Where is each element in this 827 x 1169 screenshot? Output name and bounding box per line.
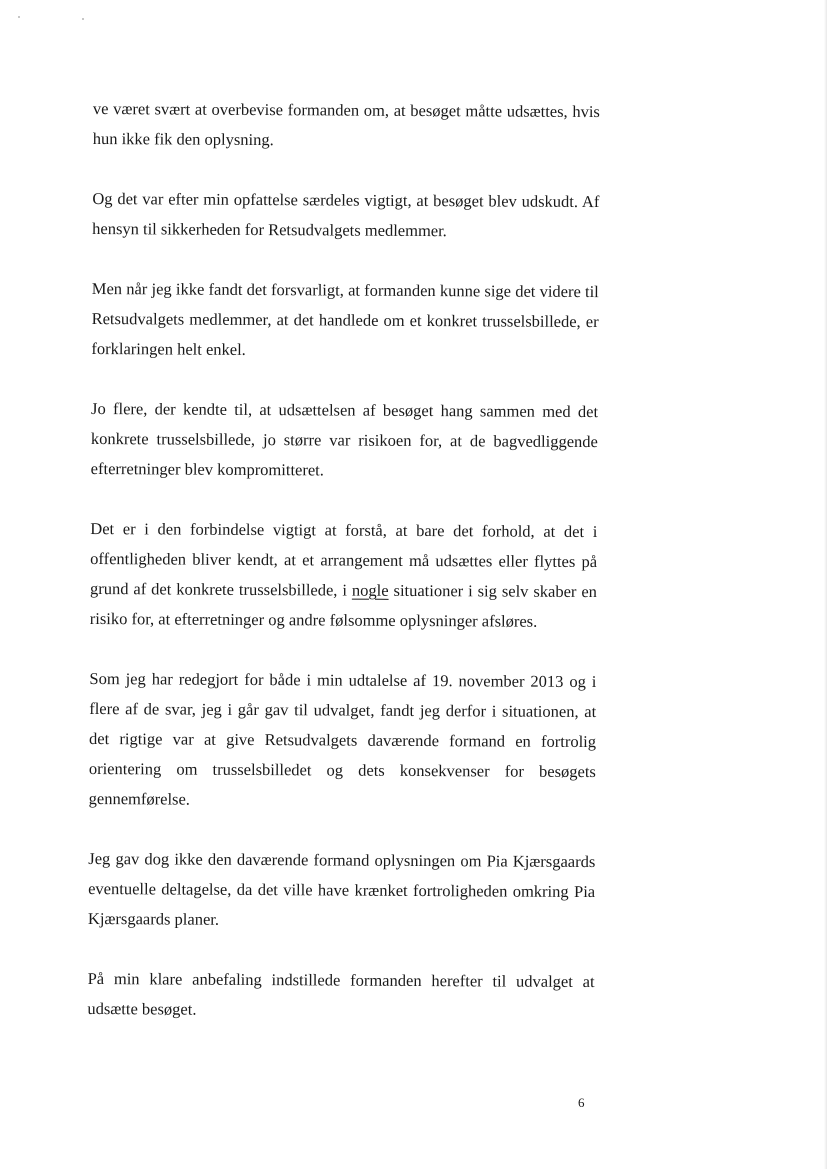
paragraph-text: På min klare anbefaling indstillede formanden herefter til udvalget at udsætte besøget. (87, 968, 595, 1019)
paragraph-4 (91, 394, 599, 487)
paragraph-text: Det er i den forbindelse vigtigt at forstå, at bare det forhold, at det i offentligheden bliver kendt, at et arrangement må udsættes eller flyttes på grund af det konkrete trusselsbillede, i (89, 518, 598, 600)
paragraph-8 (87, 964, 594, 1027)
scan-speck (18, 16, 20, 18)
paragraph-text: Og det var efter min opfattelse særdeles vigtigt, at besøget blev udskudt. Af hensyn til sikkerheden for Retsudvalgets medlemmer. (92, 188, 600, 241)
paragraph-6 (89, 664, 597, 817)
body-text (87, 94, 600, 1027)
paragraph-7 (88, 844, 596, 937)
paragraph-text: Som jeg har redegjort for både i min udtalelse af 19. november 2013 og i flere af de svar, jeg i går gav til udvalget, fandt jeg derfor i situationen, at det rigtige var at give Retsudvalgets daværende formand en fortrolig orientering om trusselsbilledet og dets konsekvenser for besøgets gennemførelse. (88, 668, 597, 809)
paragraph-1 (93, 94, 600, 157)
paragraph-2 (92, 184, 599, 247)
scan-speck (82, 18, 84, 20)
paragraph-text: Jeg gav dog ikke den daværende formand oplysningen om Pia Kjærsgaards eventuelle deltagelse, da det ville have krænket fortroligheden omkring Pia Kjærsgaards planer. (87, 848, 596, 929)
paragraph-text: ve været svært at overbevise formanden om, at besøget måtte udsættes, hvis hun ikke fik den oplysning. (92, 98, 600, 150)
paragraph-5 (90, 514, 598, 637)
underlined-word: nogle (351, 580, 389, 600)
paragraph-text: Jo flere, der kendte til, at udsættelsen af besøget hang sammen med det konkrete trusselsbillede, jo større var risikoen for, at de bagvedliggende efterretninger blev kompromitteret. (90, 398, 599, 480)
paragraph-3 (91, 274, 599, 367)
paragraph-text: Men når jeg ikke fandt det forsvarligt, at formanden kunne sige det videre til Retsudvalgets medlemmer, at det handlede om et konkret trusselsbillede, er forklaringen helt enkel. (91, 278, 599, 359)
paragraph-text: situationer i sig selv skaber en risiko for, at efterretninger og andre følsomme oplysninger afsløres. (89, 580, 598, 631)
page-number: 6 (578, 1095, 585, 1110)
